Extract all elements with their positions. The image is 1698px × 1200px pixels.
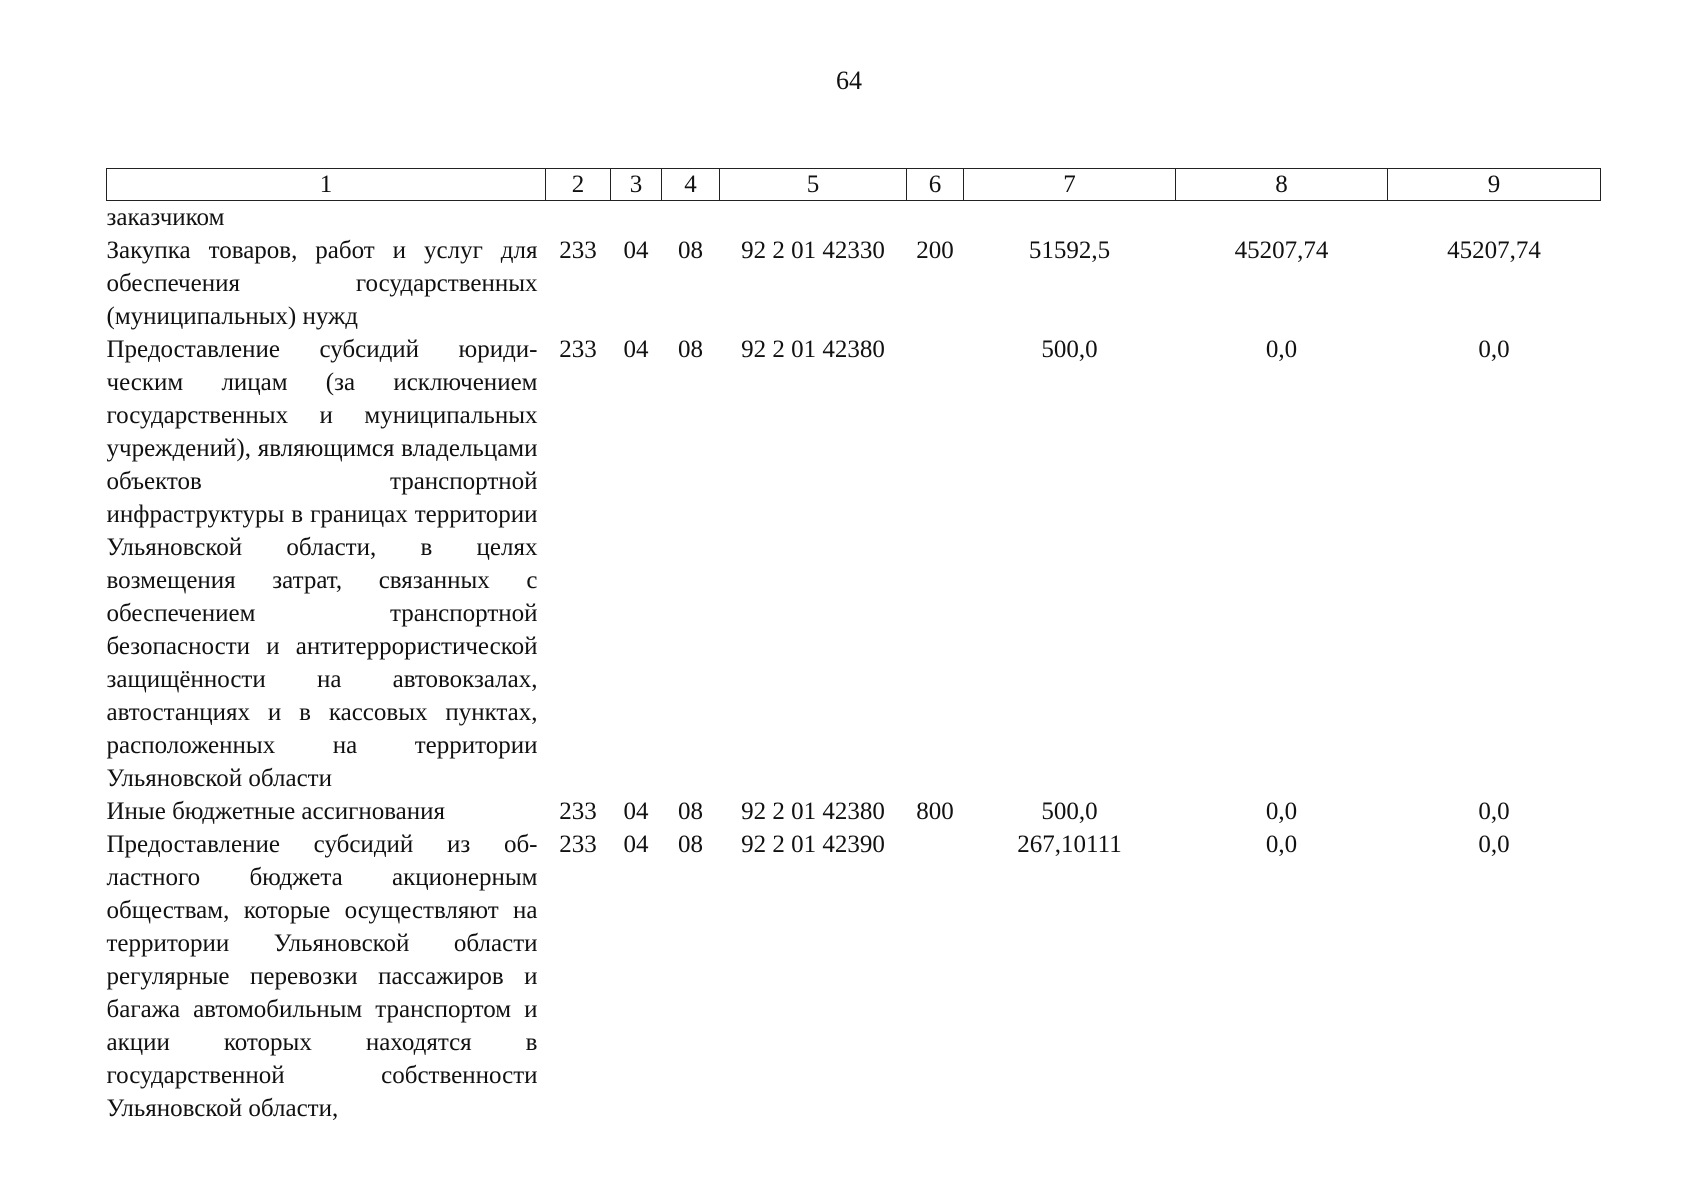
- row-ministry-code: 233: [559, 237, 597, 264]
- row-amount-col9: 0,0: [1478, 336, 1510, 363]
- header-col-9: 9: [1388, 169, 1601, 201]
- header-col-3: 3: [611, 169, 662, 201]
- row-amount-col9: 45207,74: [1447, 237, 1541, 264]
- row-amount-col7: 51592,5: [1028, 237, 1111, 264]
- row-expense-type: [907, 333, 964, 795]
- row-amount-col8: 45207,74: [1234, 237, 1329, 264]
- row-amount-col9: 0,0: [1478, 831, 1510, 858]
- row-amount-col9: 0,0: [1478, 798, 1510, 825]
- row-target-article: 92 2 01 42380: [741, 336, 885, 363]
- row-target-article: [720, 201, 907, 235]
- row-expense-type: [907, 828, 964, 1125]
- row-description: Иные бюджетные ассигнования: [106, 798, 446, 825]
- row-ministry-code: 233: [559, 831, 597, 858]
- row-ministry-code: 233: [559, 336, 597, 363]
- row-expense-type: 800: [916, 798, 954, 825]
- row-amount-col8: [1176, 201, 1388, 235]
- table-row: [107, 795, 1601, 828]
- header-col-7: 7: [964, 169, 1176, 201]
- header-row: [107, 169, 1601, 201]
- row-amount-col8: 0,0: [1265, 831, 1298, 858]
- row-subsection-code: [662, 201, 720, 235]
- row-amount-col8: 0,0: [1265, 336, 1298, 363]
- row-description: Предоставление субсидий юридическим лицам (за исключением государственных и муниципальных учреждений), являющимся владельцами объектов транспортной инфраструктуры в границах территории Ульяновской области, в целях возмещения затрат, связанных с обеспечением транспортной безопасности и антитеррористической защищённости на автовокзалах, автостанциях и в кассовых пунктах, расположенных на территории Ульяновской области: [106, 336, 538, 792]
- header-col-1: 1: [107, 169, 546, 201]
- row-target-article: 92 2 01 42330: [741, 237, 885, 264]
- row-subsection-code: 08: [678, 831, 703, 858]
- header-col-5: 5: [720, 169, 907, 201]
- row-section-code: 04: [623, 831, 649, 858]
- row-target-article: 92 2 01 42390: [741, 831, 885, 858]
- row-subsection-code: 08: [678, 798, 703, 825]
- header-col-8: 8: [1176, 169, 1388, 201]
- row-section-code: 04: [623, 237, 649, 264]
- header-col-6: 6: [907, 169, 964, 201]
- row-subsection-code: 08: [678, 237, 703, 264]
- table-header: [107, 169, 1601, 201]
- budget-table: [106, 168, 1601, 1125]
- table-row: [107, 201, 1601, 235]
- row-ministry-code: 233: [559, 798, 597, 825]
- row-expense-type: 200: [916, 237, 954, 264]
- row-amount-col7: [964, 201, 1176, 235]
- table-body: [107, 201, 1601, 1126]
- row-subsection-code: 08: [678, 336, 703, 363]
- row-target-article: 92 2 01 42380: [741, 798, 885, 825]
- row-section-code: [611, 201, 662, 235]
- row-description: Закупка товаров, работ и услуг для обеспечения государственных (муниципальных) нужд: [106, 237, 538, 330]
- row-amount-col7: 500,0: [1041, 336, 1098, 363]
- table-row: [107, 333, 1601, 795]
- table-row: [107, 828, 1601, 1125]
- row-amount-col9: [1388, 201, 1601, 235]
- header-col-4: 4: [662, 169, 720, 201]
- row-amount-col7: 500,0: [1041, 798, 1098, 825]
- page-number: 64: [836, 66, 862, 95]
- row-description: заказчиком: [106, 204, 225, 231]
- row-amount-col7: 267,10111: [1017, 831, 1122, 858]
- row-section-code: 04: [623, 798, 649, 825]
- header-col-2: 2: [546, 169, 611, 201]
- row-section-code: 04: [623, 336, 649, 363]
- row-amount-col8: 0,0: [1265, 798, 1298, 825]
- row-ministry-code: [546, 201, 611, 235]
- row-description: Предоставление субсидий из областного бюджета акционерным обществам, которые осуществляют на территории Ульяновской области регулярные перевозки пассажиров и багажа автомобильным транспортом и акции которых находятся в государственной собственности Ульяновской области,: [106, 831, 538, 1122]
- table-row: [107, 234, 1601, 333]
- row-expense-type: [907, 201, 964, 235]
